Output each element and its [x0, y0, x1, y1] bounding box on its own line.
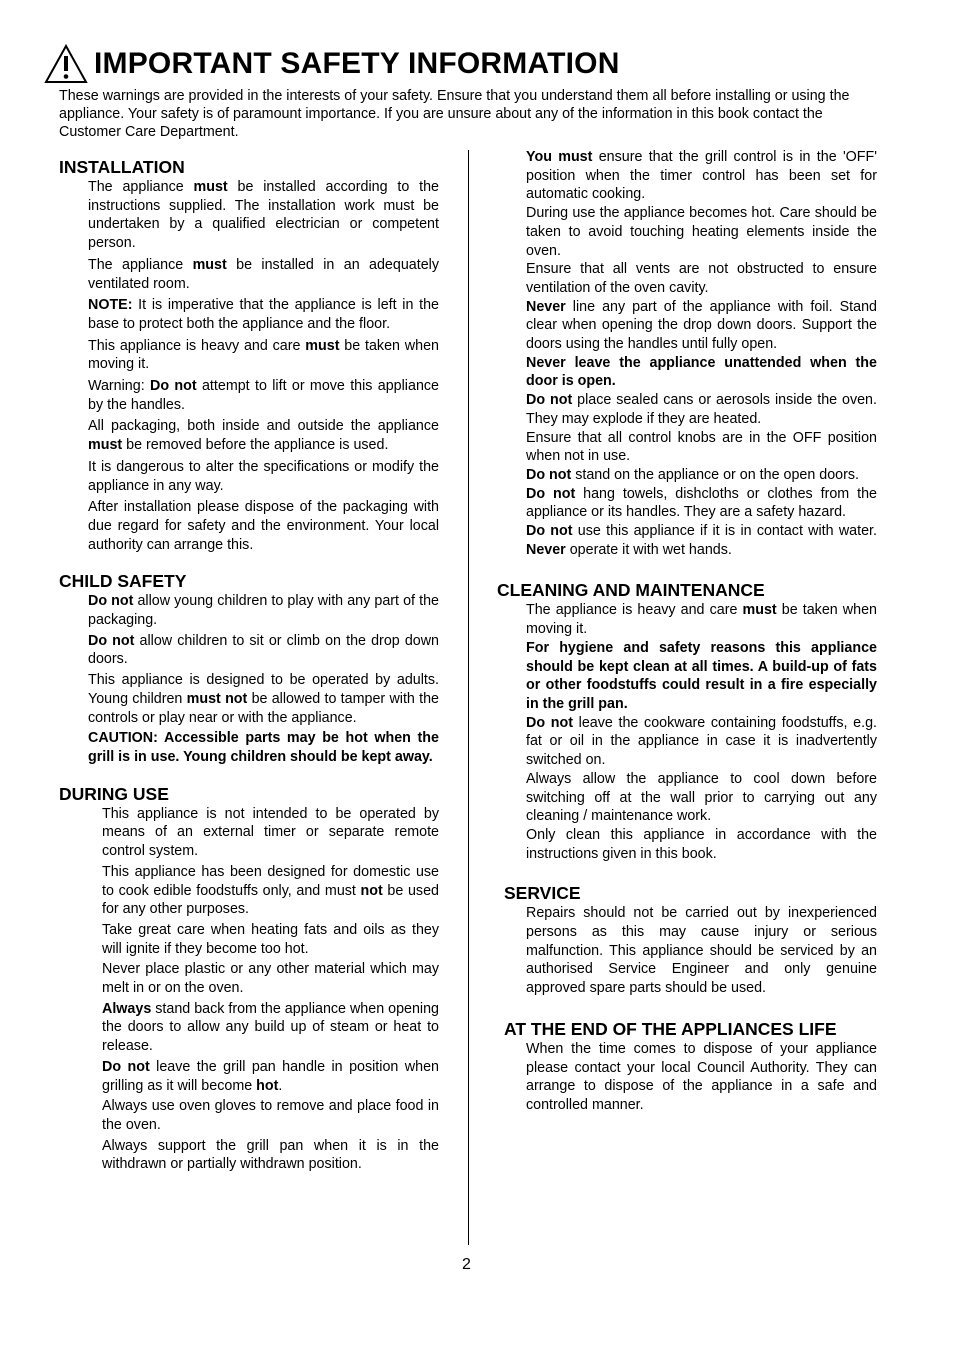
paragraph: Do not leave the cookware containing foodstuffs, e.g. fat or oil in the appliance in case it is inadvertently switched on.: [526, 714, 877, 769]
paragraph: After installation please dispose of the packaging with due regard for safety and the environment. Your local authority can arrange this.: [88, 499, 439, 553]
end-of-life-heading: AT THE END OF THE APPLIANCES LIFE: [504, 1018, 837, 1039]
paragraph: Do not allow young children to play with any part of the packaging.: [88, 593, 439, 629]
paragraph: Do not place sealed cans or aerosols inside the oven. They may explode if they are heated.: [526, 392, 877, 427]
warning-icon: [44, 44, 88, 84]
paragraph: Always support the grill pan when it is in the withdrawn or partially withdrawn position.: [102, 1137, 439, 1173]
paragraph: All packaging, both inside and outside the appliance must be removed before the appliance is used.: [88, 418, 439, 454]
paragraph: For hygiene and safety reasons this appliance should be kept clean at all times. A build-up of fats or other foodstuffs could result in a fire especially in the grill pan.: [526, 639, 877, 712]
during-use-heading: DURING USE: [59, 783, 169, 804]
left-column: [59, 156, 439, 1174]
paragraph: NOTE: It is imperative that the appliance is left in the base to protect both the appliance and the floor.: [88, 297, 439, 332]
paragraph: This appliance is heavy and care must be taken when moving it.: [88, 337, 439, 373]
paragraph: Only clean this appliance in accordance with the instructions given in this book.: [526, 826, 877, 862]
title-row: [44, 42, 620, 86]
paragraph: This appliance is designed to be operated by adults. Young children must not be allowed to tamper with the controls or play near or with the appliance.: [88, 672, 440, 726]
paragraph: CAUTION: Accessible parts may be hot when the grill is in use. Young children should be kept away.: [88, 730, 439, 765]
paragraph: Never line any part of the appliance with foil. Stand clear when opening the drop down doors. Support the doors using the handles until fully open.: [526, 298, 877, 353]
paragraph: This appliance is not intended to be operated by means of an external timer or separate remote control system.: [102, 805, 439, 860]
paragraph: Do not stand on the appliance or on the open doors.: [526, 466, 860, 483]
service-heading: SERVICE: [504, 883, 581, 904]
paragraph: Take great care when heating fats and oils as they will ignite if they become too hot.: [102, 921, 439, 957]
column-divider: [468, 150, 469, 1245]
installation-heading: INSTALLATION: [59, 157, 185, 177]
paragraph: You must ensure that the grill control is in the 'OFF' position when the timer control has been set for automatic cooking.: [526, 149, 877, 203]
paragraph: Always use oven gloves to remove and place food in the oven.: [102, 1098, 439, 1133]
paragraph: The appliance is heavy and care must be taken when moving it.: [526, 602, 877, 638]
right-column: [497, 148, 887, 1115]
page-title: IMPORTANT SAFETY INFORMATION: [94, 47, 620, 80]
during-use-continued-section: [526, 148, 877, 559]
child-safety-heading: CHILD SAFETY: [59, 571, 187, 592]
paragraph: Warning: Do not attempt to lift or move this appliance by the handles.: [88, 378, 439, 413]
end-of-life-section: [526, 1040, 877, 1115]
cleaning-heading: CLEANING AND MAINTENANCE: [497, 580, 765, 601]
paragraph: Repairs should not be carried out by inexperienced persons as this may cause injury or serious malfunction. This appliance should be serviced by an authorised Service Engineer and only genuine approved spare parts should be used.: [526, 905, 877, 997]
paragraph: It is dangerous to alter the specifications or modify the appliance in any way.: [88, 458, 439, 494]
paragraph: When the time comes to dispose of your appliance please contact your local Council Authority. They can arrange to dispose of the appliance in a safe and controlled manner.: [526, 1040, 877, 1113]
paragraph: Do not allow children to sit or climb on the drop down doors.: [88, 632, 440, 668]
installation-section: [88, 178, 439, 554]
paragraph: During use the appliance becomes hot. Care should be taken to avoid touching heating elements inside the oven.: [526, 205, 877, 259]
paragraph: Never place plastic or any other material which may melt in or on the oven.: [102, 961, 439, 997]
paragraph: This appliance has been designed for domestic use to cook edible foodstuffs only, and must not be used for any other purposes.: [102, 863, 439, 918]
page-number: 2: [462, 1256, 471, 1273]
paragraph: The appliance must be installed in an adequately ventilated room.: [88, 256, 439, 292]
during-use-section: [102, 805, 439, 1174]
paragraph: Ensure that all control knobs are in the OFF position when not in use.: [526, 429, 877, 465]
cleaning-section: [526, 601, 877, 863]
paragraph: The appliance must be installed according to the instructions supplied. The installation work must be undertaken by a qualified electrician or competent person.: [88, 179, 439, 252]
paragraph: Ensure that all vents are not obstructed to ensure ventilation of the oven cavity.: [526, 261, 877, 296]
paragraph: Never leave the appliance unattended when the door is open.: [526, 354, 877, 390]
child-safety-section: [88, 592, 439, 766]
paragraph: Do not hang towels, dishcloths or clothes from the appliance or its handles. They are a safety hazard.: [526, 485, 877, 521]
paragraph: Do not leave the grill pan handle in position when grilling as it will become hot.: [102, 1058, 439, 1094]
paragraph: Do not use this appliance if it is in contact with water. Never operate it with wet hands.: [526, 523, 877, 558]
service-section: [526, 904, 877, 998]
paragraph: Always allow the appliance to cool down before switching off at the wall prior to carrying out any cleaning / maintenance work.: [526, 770, 877, 825]
intro-text: These warnings are provided in the interests of your safety. Ensure that you understand them all before installing or using the appliance. Your safety is of paramount importance. If you are unsure about any of the information in this book contact the Customer Care Department.: [59, 88, 850, 140]
paragraph: Always stand back from the appliance when opening the doors to allow any build up of steam or heat to release.: [102, 1000, 439, 1055]
